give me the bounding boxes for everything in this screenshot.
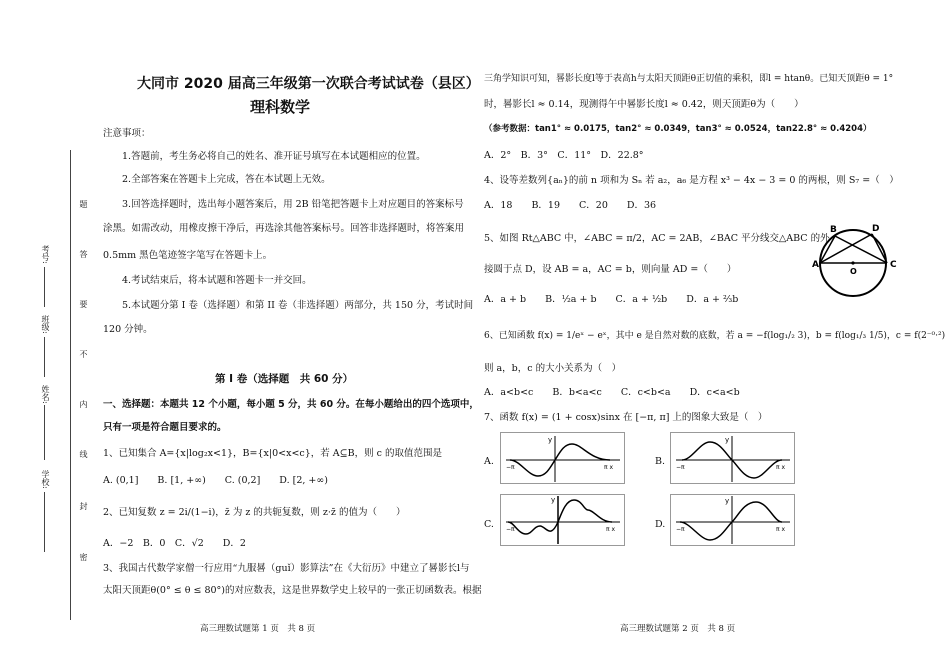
svg-text:π x: π x [776, 526, 786, 533]
question-5: 5、如图 Rt△ABC 中，∠ABC = π/2，AC = 2AB，∠BAC 平分线交△ABC 的外 [484, 233, 830, 244]
circle-label-d: D [872, 224, 880, 234]
notice-heading: 注意事项： [103, 128, 151, 139]
binding-char: 答 [79, 250, 88, 258]
svg-text:−π: −π [676, 526, 685, 533]
question-6: 则 a，b，c 的大小关系为（ ） [484, 363, 622, 374]
question-6: 6、已知函数 f(x) = 1/eˣ − eˣ，其中 e 是自然对数的底数，若 a = −f(log₁/₂ 3)，b = f(log₁/₃ 1/5)，c = f(2⁻⁰·²) [484, 331, 946, 341]
notice-item: 120 分钟。 [103, 324, 153, 335]
notice-item: 涂黑。如需改动，用橡皮擦干净后，再选涂其他答案标号。回答非选择题时，将答案用 [103, 223, 465, 234]
binding-char: 不 [79, 350, 88, 358]
question-2: 2、已知复数 z = 2i/(1−i)，z̄ 为 z 的共轭复数，则 z·z̄ 的值为（ ） [103, 507, 406, 518]
question-1-options: A. (0,1] B. [1, +∞) C. (0,2] D. [2, +∞) [103, 475, 328, 486]
notice-item: 5.本试题分第 I 卷（选择题）和第 II 卷（非选择题）两部分，共 150 分，考试时间 [122, 300, 474, 311]
binding-school-blank [44, 492, 45, 552]
question-4: 4、设等差数列{aₙ}的前 n 项和为 Sₙ 若 a₂，a₆ 是方程 x³ − 4x − 3 = 0 的两根，则 S₇ =（ ） [484, 175, 899, 186]
graph-a-label: A. [484, 456, 494, 467]
circle-figure [810, 220, 900, 300]
binding-char: 封 [79, 502, 88, 510]
svg-text:y: y [551, 496, 556, 504]
question-3: 3、我国古代数学家僧一行应用“九服晷（guǐ）影算法”在《大衍历》中建立了晷影长l与 [103, 563, 470, 574]
circle-label-o: O [850, 267, 857, 276]
question-4-options: A．18 B．19 C．20 D．36 [484, 200, 657, 211]
binding-char: 内 [79, 400, 88, 408]
binding-examno-label: 考号: [41, 245, 50, 264]
section-intro: 一、选择题：本题共 12 个小题，每小题 5 分，共 60 分。在每小题给出的四个选项中， [103, 399, 479, 410]
footer-left: 高三理数试题第 1 页 共 8 页 [200, 624, 316, 634]
notice-item: 4.考试结束后，将本试题和答题卡一并交回。 [122, 275, 312, 286]
question-3: 太阳天顶距θ(0° ≤ θ ≤ 80°)的对应数表，这是世界数学史上较早的一张正切函数表。根据 [103, 585, 482, 596]
binding-name-label: 姓名: [41, 385, 50, 404]
binding-char: 要 [79, 300, 88, 308]
notice-item: 1.答题前，考生务必将自己的姓名、准开证号填写在本试题相应的位置。 [122, 151, 426, 162]
question-7: 7、函数 f(x) = (1 + cosx)sinx 在 [−π, π] 上的图象大致是（ ） [484, 412, 768, 423]
graph-c-label: C. [484, 519, 494, 530]
question-5-options: A．a + b B．½a + b C．a + ½b D．a + ⅔b [484, 294, 739, 305]
svg-text:y: y [725, 436, 730, 444]
svg-text:y: y [725, 497, 730, 505]
binding-char: 密 [79, 553, 88, 561]
svg-text:y: y [548, 436, 553, 444]
question-6-options: A．a<b<c B．b<a<c C．c<b<a D．c<a<b [484, 387, 740, 398]
notice-item: 0.5mm 黑色笔迹签字笔写在答题卡上。 [103, 250, 273, 261]
graph-d-label: D. [655, 519, 666, 530]
svg-text:π x: π x [604, 464, 614, 471]
binding-name-blank [44, 405, 45, 460]
question-1: 1、已知集合 A={x|log₂x<1}，B={x|0<x<c}，若 A⊆B，则 c 的取值范围是 [103, 448, 442, 459]
notice-item: 3.回答选择题时，选出每小题答案后，用 2B 铅笔把答题卡上对应题目的答案标号 [122, 199, 464, 210]
binding-line [70, 150, 71, 620]
binding-char: 题 [79, 200, 88, 208]
circle-label-c: C [890, 260, 897, 270]
graph-c [500, 494, 625, 546]
notice-item: 2.全部答案在答题卡上完成，答在本试题上无效。 [122, 174, 331, 185]
question-3-cont: 三角学知识可知，晷影长度l等于表高h与太阳天顶距θ正切值的乘积，即l = htanθ。已知天顶距θ = 1° [484, 74, 894, 84]
question-5: 接圆于点 D，设 AB = a，AC = b，则向量 AD =（ ） [484, 264, 737, 275]
binding-char: 线 [79, 450, 88, 458]
svg-text:−π: −π [676, 464, 685, 471]
binding-class-blank [44, 337, 45, 377]
graph-b [670, 432, 795, 484]
page-title: 大同市 2020 届高三年级第一次联合考试试卷（县区） [137, 76, 480, 92]
svg-text:π x: π x [606, 526, 616, 533]
circle-label-a: A [812, 260, 819, 270]
svg-text:π x: π x [776, 464, 786, 471]
question-2-options: A．−2 B．0 C．√2 D．2 [103, 538, 246, 549]
svg-text:−π: −π [506, 464, 515, 471]
svg-text:−π: −π [506, 526, 515, 533]
binding-examno-blank [44, 267, 45, 307]
binding-school-label: 学校: [41, 470, 50, 489]
question-3-options: A．2° B．3° C．11° D．22.8° [484, 150, 644, 161]
page-subtitle: 理科数学 [250, 98, 311, 116]
binding-class-label: 班级: [41, 315, 50, 334]
question-3-cont: 时，晷影长l ≈ 0.14，现测得午中晷影长度l ≈ 0.42，则天顶距θ为（ ） [484, 99, 804, 110]
graph-b-label: B. [655, 456, 666, 467]
graph-a [500, 432, 625, 484]
section-title: 第 I 卷（选择题 共 60 分） [215, 373, 354, 385]
question-3-reference: （参考数据：tan1° ≈ 0.0175，tan2° ≈ 0.0349，tan3° ≈ 0.0524，tan22.8° ≈ 0.4204） [484, 124, 872, 134]
graph-d [670, 494, 795, 546]
section-intro: 只有一项是符合题目要求的。 [103, 422, 227, 433]
footer-right: 高三理数试题第 2 页 共 8 页 [620, 624, 736, 634]
circle-label-b: B [830, 225, 837, 235]
